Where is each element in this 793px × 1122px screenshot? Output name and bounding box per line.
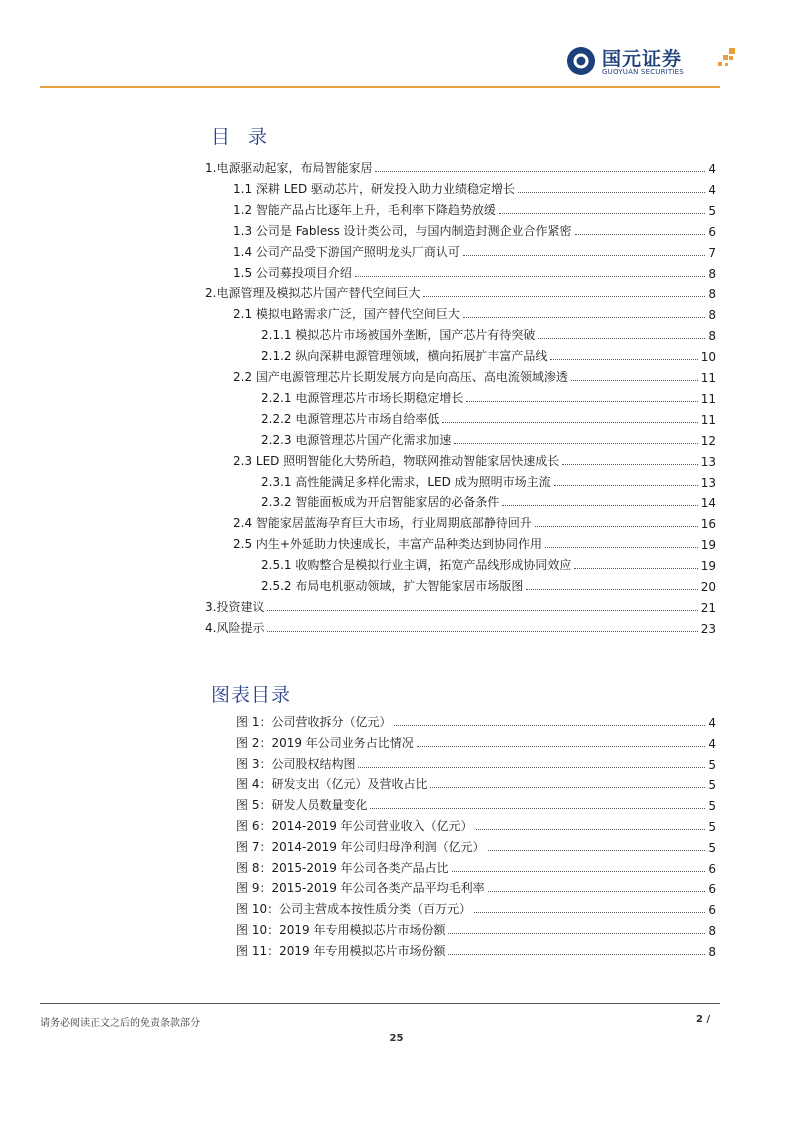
dot-leader	[488, 891, 706, 892]
dot-leader	[442, 422, 697, 423]
figure-entry-title: 图 10：公司主营成本按性质分类（百万元）	[236, 902, 472, 917]
dot-leader	[550, 359, 697, 360]
toc-entry-title: 2.2 国产电源管理芯片长期发展方向是向高压、高电流领域渗透	[233, 370, 568, 384]
dot-leader	[466, 401, 697, 402]
figure-entry[interactable]	[236, 899, 716, 917]
toc-entry[interactable]	[233, 513, 716, 531]
toc-entry-page: 13	[700, 475, 716, 490]
figure-entry[interactable]	[236, 774, 716, 792]
figure-entry-page: 6	[708, 861, 716, 876]
toc-entry[interactable]	[261, 492, 716, 510]
figure-entry-title: 图 8：2015-2019 年公司各类产品占比	[236, 860, 449, 875]
toc-entry-page: 5	[708, 203, 716, 218]
toc-entry-page: 20	[700, 580, 716, 594]
toc-entry-title: 2.3 LED 照明智能化大势所趋，物联网推动智能家居快速成长	[233, 453, 560, 468]
toc-title: 目 录	[211, 126, 274, 148]
figure-entry[interactable]	[236, 837, 716, 855]
dot-leader	[571, 380, 698, 381]
dot-leader	[545, 547, 698, 548]
figure-entry[interactable]	[236, 795, 716, 813]
toc-entry[interactable]	[205, 283, 716, 301]
toc-entry-page: 19	[700, 559, 716, 574]
figure-entry-title: 图 5：研发人员数量变化	[236, 798, 368, 813]
toc-entry-title: 1.4 公司产品受下游国产照明龙头厂商认可	[233, 244, 460, 259]
toc-entry-title: 4.风险提示	[205, 620, 265, 635]
toc-entry-page: 8	[708, 287, 716, 302]
toc-entry-title: 2.1.1 模拟芯片市场被国外垄断，国产芯片有待突破	[261, 328, 536, 343]
toc-entry[interactable]	[233, 200, 716, 218]
toc-entry-title: 2.4 智能家居蓝海孕育巨大市场，行业周期底部静待回升	[233, 516, 532, 531]
toc-entry[interactable]	[233, 534, 716, 552]
toc-entry[interactable]	[233, 242, 716, 260]
dot-leader	[448, 933, 705, 934]
toc-entry-page: 8	[708, 266, 716, 281]
toc-entry-page: 11	[700, 412, 716, 427]
toc-entry[interactable]	[205, 597, 716, 615]
toc-entry[interactable]	[261, 346, 716, 364]
figure-entry[interactable]	[236, 920, 716, 938]
logo-accent-squares-icon	[716, 48, 736, 74]
figure-entry[interactable]	[236, 858, 716, 876]
figure-entry-page: 4	[708, 716, 716, 730]
dot-leader	[488, 850, 706, 851]
toc-entry-title: 1.5 公司募投项目介绍	[233, 265, 352, 280]
dot-leader	[370, 808, 705, 809]
dot-leader	[454, 443, 697, 444]
logo-chinese-name: 国元证券	[602, 48, 683, 70]
footer-page-number: 2 /	[696, 1014, 711, 1025]
dot-leader	[267, 631, 697, 632]
dot-leader	[574, 568, 697, 569]
toc-entry[interactable]	[233, 263, 716, 281]
toc-entry[interactable]	[233, 304, 716, 322]
dot-leader	[499, 213, 705, 214]
figure-entry-page: 6	[708, 903, 716, 918]
toc-entry-page: 8	[708, 308, 716, 323]
toc-entry[interactable]	[261, 388, 716, 406]
figure-entry-title: 图 3：公司股权结构图	[236, 756, 356, 771]
figure-entry-page: 5	[708, 778, 716, 793]
dot-leader	[448, 954, 705, 955]
toc-entry[interactable]	[261, 555, 716, 573]
toc-entry-title: 2.电源管理及模拟芯片国产替代空间巨大	[205, 286, 421, 301]
toc-entry-page: 10	[700, 350, 716, 365]
toc-entry-title: 2.5.1 收购整合是模拟行业主调，拓宽产品线形成协同效应	[261, 558, 572, 573]
toc-entry-page: 13	[700, 454, 716, 469]
dot-leader	[358, 767, 705, 768]
figure-entry-page: 4	[708, 736, 716, 751]
toc-entry[interactable]	[261, 576, 716, 594]
dot-leader	[463, 255, 705, 256]
toc-entry-title: 2.2.2 电源管理芯片市场自给率低	[261, 411, 440, 426]
dot-leader	[518, 192, 705, 193]
toc-entry-title: 1.1 深耕 LED 驱动芯片，研发投入助力业绩稳定增长	[233, 181, 516, 196]
toc-entry-title: 3.投资建议	[205, 599, 265, 614]
figure-entry[interactable]	[236, 754, 716, 772]
toc-entry[interactable]	[261, 430, 716, 448]
dot-leader	[502, 505, 697, 506]
figure-entry-title: 图 4：研发支出（亿元）及营收占比	[236, 777, 428, 792]
toc-entry-page: 6	[708, 224, 716, 239]
toc-entry[interactable]	[233, 451, 716, 469]
toc-entry[interactable]	[233, 221, 716, 239]
toc-entry-title: 2.2.3 电源管理芯片国产化需求加速	[261, 432, 452, 447]
dot-leader	[375, 171, 705, 172]
toc-entry-title: 2.2.1 电源管理芯片市场长期稳定增长	[261, 390, 464, 405]
figure-entry[interactable]	[236, 941, 716, 959]
guoyuan-logo-icon	[566, 46, 596, 76]
toc-entry-title: 2.5.2 布局电机驱动领域，扩大智能家居市场版图	[261, 579, 524, 593]
toc-entry-page: 12	[700, 433, 716, 448]
toc-entry-title: 2.3.1 高性能满足多样化需求，LED 成为照明市场主流	[261, 474, 551, 489]
dot-leader	[355, 276, 705, 277]
toc-entry[interactable]	[261, 409, 716, 427]
toc-entry-page: 11	[700, 391, 716, 406]
dot-leader	[423, 296, 705, 297]
figure-entry[interactable]	[236, 712, 716, 730]
footer-divider	[40, 1003, 720, 1004]
footer-center-number: 25	[389, 1033, 404, 1044]
toc-entry-page: 23	[700, 621, 716, 636]
dot-leader	[474, 912, 705, 913]
toc-entry-page: 11	[700, 371, 716, 385]
figure-entry-page: 8	[708, 924, 716, 938]
toc-entry-title: 1.3 公司是 Fabless 设计类公司，与国内制造封测企业合作紧密	[233, 223, 572, 238]
toc-entry-page: 8	[708, 329, 716, 344]
dot-leader	[417, 746, 706, 747]
toc-entry-title: 2.1 模拟电路需求广泛，国产替代空间巨大	[233, 307, 460, 322]
dot-leader	[535, 526, 698, 527]
figure-entry-title: 图 6：2014-2019 年公司营业收入（亿元）	[236, 819, 473, 833]
dot-leader	[554, 485, 698, 486]
dot-leader	[526, 589, 697, 590]
toc-entry[interactable]	[261, 325, 716, 343]
figure-entry-page: 6	[708, 882, 716, 897]
figure-entry-title: 图 10：2019 年专用模拟芯片市场份额	[236, 923, 446, 937]
dot-leader	[452, 871, 706, 872]
figure-entry-page: 5	[708, 757, 716, 772]
toc-entry[interactable]	[205, 158, 716, 176]
figure-entry-title: 图 7：2014-2019 年公司归母净利润（亿元）	[236, 839, 485, 854]
logo-english-name: GUOYUAN SECURITIES	[602, 68, 684, 76]
footer-disclaimer: 请务必阅读正文之后的免责条款部分	[40, 1018, 200, 1029]
toc-entry-title: 2.5 内生+外延助力快速成长，丰富产品种类达到协同作用	[233, 537, 542, 552]
toc-entry-title: 2.1.2 纵向深耕电源管理领域，横向拓展扩丰富产品线	[261, 349, 548, 364]
figures-title: 图表目录	[211, 684, 292, 706]
toc-entry-page: 16	[700, 517, 716, 532]
toc-entry-page: 21	[700, 600, 716, 615]
dot-leader	[394, 725, 705, 726]
figure-entry[interactable]	[236, 816, 716, 834]
toc-entry-page: 19	[700, 538, 716, 553]
toc-entry-page: 4	[708, 162, 716, 176]
dot-leader	[575, 234, 706, 235]
figure-entry-page: 5	[708, 799, 716, 814]
dot-leader	[562, 464, 697, 465]
toc-entry-page: 7	[708, 245, 716, 260]
figure-entry-page: 5	[708, 840, 716, 855]
toc-entry-page: 14	[700, 496, 716, 511]
toc-entry-page: 4	[708, 182, 716, 197]
toc-entry-title: 1.电源驱动起家，布局智能家居	[205, 161, 373, 175]
figure-entry[interactable]	[236, 733, 716, 751]
dot-leader	[430, 787, 705, 788]
dot-leader	[476, 829, 706, 830]
figure-entry-title: 图 11：2019 年专用模拟芯片市场份额	[236, 943, 446, 958]
header-divider	[40, 86, 720, 88]
toc-entry-title: 1.2 智能产品占比逐年上升，毛利率下降趋势放缓	[233, 202, 496, 217]
toc-entry[interactable]	[233, 367, 716, 385]
toc-entry[interactable]	[205, 618, 716, 636]
figure-entry[interactable]	[236, 878, 716, 896]
toc-entry[interactable]	[233, 179, 716, 197]
dot-leader	[267, 610, 697, 611]
figure-entry-page: 5	[708, 820, 716, 834]
dot-leader	[463, 317, 705, 318]
dot-leader	[538, 338, 705, 339]
figure-entry-title: 图 9：2015-2019 年公司各类产品平均毛利率	[236, 881, 485, 896]
toc-entry-title: 2.3.2 智能面板成为开启智能家居的必备条件	[261, 495, 500, 510]
toc-entry[interactable]	[261, 472, 716, 490]
figure-entry-title: 图 1：公司营收拆分（亿元）	[236, 715, 392, 729]
figure-entry-page: 8	[708, 944, 716, 959]
figure-entry-title: 图 2：2019 年公司业务占比情况	[236, 735, 414, 750]
